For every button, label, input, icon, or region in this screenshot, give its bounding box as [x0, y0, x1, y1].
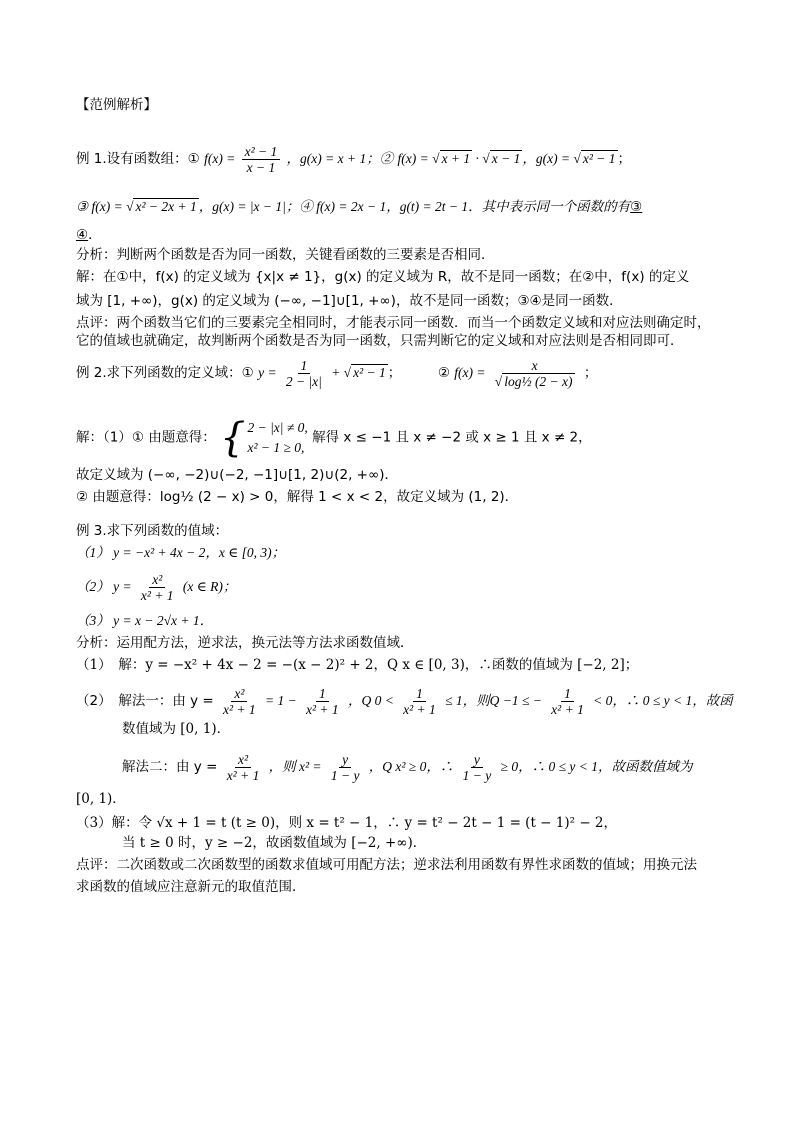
example-3-solution-2b-line-2: [0, 1)． [76, 791, 126, 807]
answer-end: ． [88, 227, 102, 243]
sol2b-den-3: 1 − y [462, 768, 492, 783]
sol2b-end: ≥ 0，∴ 0 ≤ y < 1，故函数值域为 [500, 759, 693, 774]
f3-radicand: x² − 2x + 1 [135, 199, 197, 214]
sol2b-num-3: y [471, 752, 483, 768]
sol2-num-2: 1 [316, 686, 329, 702]
example-3-comment-line-1: 点评：二次函数或二次函数型的函数求值域可用配方法；逆求法利用函数有界性求函数的值域；用换元法 [76, 857, 697, 873]
sol2-frac-3 [400, 686, 439, 717]
sol2-mid-1: = 1 − [264, 693, 297, 708]
example-2-domain: 故定义域为 (−∞, −2)∪(−2, −1]∪[1, 2)∪(2, +∞)． [76, 467, 398, 483]
sol2b-frac-2 [328, 752, 363, 783]
example-2-f-eq: f(x) = [454, 365, 486, 380]
example-3-solution-1: （1） 解：y = −x² + 4x − 2 = −(x − 2)² + 2，Q x ∈ [0, 3)，∴函数的值域为 [−2, 2]； [76, 657, 639, 673]
section-heading: 【范例解析】 [76, 97, 157, 113]
example-3-solution-2b-line-1 [122, 752, 692, 783]
f3-expr: ③ f(x) = √ [76, 199, 134, 214]
example-1-solution-line-1: 解：在①中，f(x) 的定义域为 {x|x ≠ 1}，g(x) 的定义域为 R，故不是同一函数；在②中，f(x) 的定义 [76, 269, 690, 285]
problem-2-fraction [138, 572, 177, 603]
sol2b-num-1: x² [235, 752, 251, 768]
example-2-semi-2: ； [583, 365, 598, 381]
example-3-comment-line-2: 求函数的值域应注意新元的取值范围． [76, 879, 306, 895]
example-3-solution-3-line-2: 当 t ≥ 0 时，y ≥ −2，故函数值域为 [−2, +∞)． [122, 835, 427, 851]
g2-expr: ，g(x) = √ [522, 151, 581, 166]
example-1-answer-line [76, 226, 102, 244]
f1-lhs: f(x) = [204, 151, 236, 166]
example-3-solution-2-line-1 [76, 686, 733, 717]
inequality-row-1: 2 − |x| ≠ 0, [247, 420, 308, 435]
inequality-row-2: x² − 1 ≥ 0, [247, 440, 305, 455]
sol2-end: < 0，∴ 0 ≤ y < 1，故函 [593, 693, 733, 708]
sol2-frac-1 [220, 686, 259, 717]
example-3-problem-3: （3） y = x − 2√x + 1． [76, 613, 214, 628]
problem-2-num: x² [149, 572, 165, 588]
example-2-plus: + √ [331, 365, 352, 380]
example-2-two: ② [437, 365, 450, 381]
f2-radicand-a: x + 1 [441, 151, 471, 166]
sol2b-den-1: x² + 1 [226, 768, 260, 783]
problem-2-post: (x ∈ R)； [182, 579, 237, 594]
example-1-comment-line-1: 点评：两个函数当它们的三要素完全相同时，才能表示同一函数．而当一个函数定义域和对应法则确定时， [76, 315, 711, 331]
example-2-solution-after: 解得 x ≤ −1 且 x ≠ −2 或 x ≥ 1 且 x ≠ 2， [312, 429, 592, 446]
sol2b-pre: 解法二：由 y = [122, 759, 218, 775]
example-1-line-1 [76, 144, 631, 175]
sol2-mid-3: ≤ 1，则Q −1 ≤ − [445, 693, 542, 708]
answer-3: ③ [630, 199, 643, 215]
sol2-num-1: x² [231, 686, 247, 702]
example-2-fraction-1 [283, 358, 325, 389]
sol2-frac-2 [303, 686, 342, 717]
example-1-label: 例 1.设有函数组：① [76, 151, 200, 167]
example-2-solution-prefix: 解：（1）① 由题意得： [76, 429, 216, 446]
example-1-comment-line-2: 它的值域也就确定，故判断两个函数是否为同一函数，只需判断它的定义域和对应法则是否相同即可． [76, 333, 684, 349]
system-of-inequalities [220, 415, 308, 461]
left-brace-icon: { [220, 415, 246, 461]
sol2-mid-2: ，Q 0 < [347, 693, 394, 708]
example-2-den-2: log½ (2 − x) [504, 374, 573, 389]
f1-numerator: x² − 1 [242, 144, 281, 160]
example-2-num-2: x [529, 358, 541, 374]
g3-f4-text: ，g(x) = |x − 1|；④ f(x) = 2x − 1，g(t) = 2t − 1．其中表示同一个函数的有 [198, 199, 631, 214]
sol2-num-3: 1 [413, 686, 426, 702]
f2-expr-a: f(x) = √ [397, 151, 440, 166]
sol2-den-3: x² + 1 [403, 702, 436, 717]
sol2-pre: （2） 解法一：由 y = [76, 693, 214, 709]
example-2-solution-line-1 [76, 415, 592, 461]
example-1-solution-line-2: 域为 [1, +∞)，g(x) 的定义域为 (−∞, −1]∪[1, +∞)，故不是同一函数；③④是同一函数． [76, 293, 623, 309]
example-2-part-2: ② 由题意得：log½ (2 − x) > 0，解得 1 < x < 2，故定义域为 (1, 2)． [76, 489, 519, 505]
sol2b-mid-2: ，Q x² ≥ 0，∴ [368, 759, 454, 774]
example-3-analysis: 分析：运用配方法，逆求法，换元法等方法求函数值域． [76, 635, 414, 651]
f1-denominator: x − 1 [246, 160, 276, 175]
f2-expr-b: · √ [472, 151, 490, 166]
example-3-problem-2 [76, 572, 236, 603]
sol2b-frac-1 [224, 752, 263, 783]
sol2-den-4: x² + 1 [551, 702, 584, 717]
sol2b-num-2: y [339, 752, 351, 768]
example-2-radicand: x² − 1 [353, 365, 386, 380]
problem-2-pre: （2） y = [76, 579, 132, 594]
example-3-solution-3-line-1: （3）解：令 √x + 1 = t (t ≥ 0)，则 x = t² − 1，∴ y = t² − 2t − 1 = (t − 1)² − 2， [76, 815, 618, 831]
f2-radicand-b: x − 1 [491, 151, 521, 166]
sol2-den-1: x² + 1 [223, 702, 256, 717]
g2-radicand: x² − 1 [582, 151, 616, 166]
problem-2-den: x² + 1 [140, 588, 174, 603]
example-1-line-2 [76, 198, 642, 216]
sol2-den-2: x² + 1 [306, 702, 339, 717]
g2-end: ； [617, 151, 631, 167]
example-3-solution-2-line-2: 数值域为 [0, 1)． [122, 721, 231, 737]
example-1-analysis: 分析：判断两个函数是否为同一函数，关键看函数的三要素是否相同． [76, 247, 495, 263]
example-2-label: 例 2.求下列函数的定义域：① [76, 365, 254, 381]
example-3-problem-1: （1） y = −x² + 4x − 2，x ∈ [0, 3)； [76, 545, 286, 560]
sol2b-frac-3 [460, 752, 495, 783]
g1-expr: ，g(x) = x + 1；② [286, 151, 394, 166]
sol2b-den-2: 1 − y [330, 768, 360, 783]
example-2-semi: ； [387, 365, 402, 381]
example-3-label: 例 3.求下列函数的值域： [76, 523, 229, 539]
answer-4: ④ [76, 227, 89, 243]
example-2-y-eq: y = [258, 365, 277, 380]
sol2-num-4: 1 [561, 686, 574, 702]
example-2-line [76, 358, 597, 389]
f1-fraction [242, 144, 281, 175]
example-2-fraction-2 [492, 358, 578, 389]
example-2-num-1: 1 [298, 358, 311, 374]
example-2-den-1: 2 − |x| [285, 374, 322, 389]
sol2b-mid-1: ，则 x² = [268, 759, 322, 774]
sol2-frac-4 [548, 686, 587, 717]
example-2-den-2-sqrt: √ [494, 374, 503, 389]
